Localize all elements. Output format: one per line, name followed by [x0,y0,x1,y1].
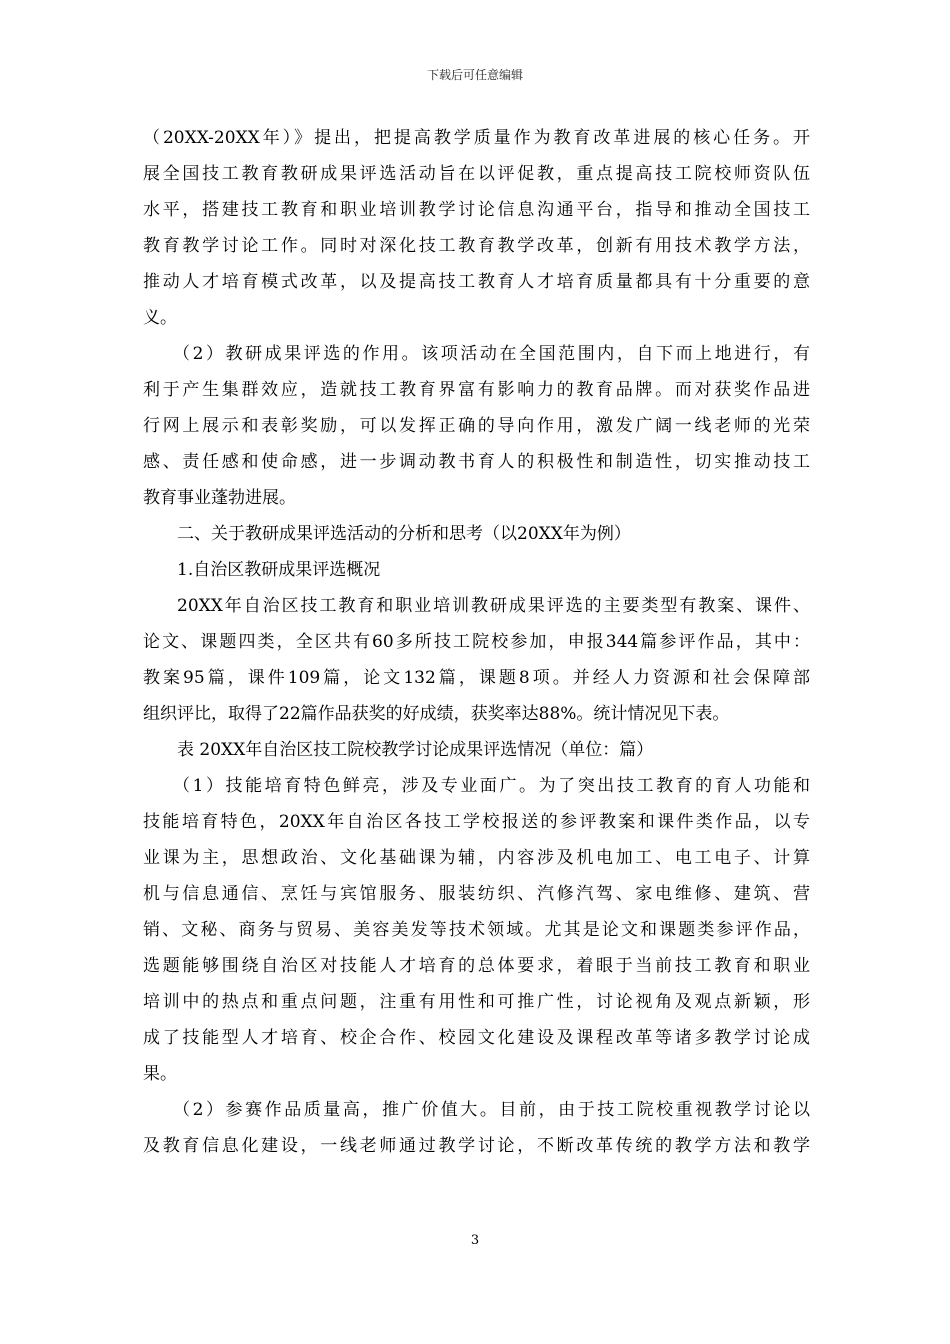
section-heading: 二、关于教研成果评选活动的分析和思考（以20XX年为例） [177,524,631,544]
body-line: 感、责任感和使命感，进一步调动教书育人的积极性和制造性，切实推动技工 [143,452,810,472]
body-line: 销、文秘、商务与贸易、美容美发等技术领域。尤其是论文和课题类参评作品， [143,920,810,940]
paragraph-first-line: （2）参赛作品质量高，推广价值大。目前，由于技工院校重视教学讨论以 [173,1100,810,1120]
body-line: （20XX-20XX年）》提出，把提高教学质量作为教育改革进展的核心任务。开 [143,128,810,148]
body-line: 成了技能型人才培育、校企合作、校园文化建设及课程改革等诸多教学讨论成 [143,1028,810,1048]
body-line: 果。 [143,1064,177,1084]
body-line: 行网上展示和表彰奖励，可以发挥正确的导向作用，激发广阔一线老师的光荣 [143,416,810,436]
body-line: 技能培育特色，20XX年自治区各技工学校报送的参评教案和课件类作品，以专 [143,812,810,832]
body-line: 业课为主，思想政治、文化基础课为辅，内容涉及机电加工、电工电子、计算 [143,848,810,868]
body-line: 组织评比，取得了22篇作品获奖的好成绩，获奖率达88%。统计情况见下表。 [143,704,730,724]
body-line: 及教育信息化建设，一线老师通过教学讨论，不断改革传统的教学方法和教学 [143,1136,810,1156]
body-line: 培训中的热点和重点问题，注重有用性和可推广性，讨论视角及观点新颖，形 [143,992,810,1012]
body-line: 教案95篇，课件109篇，论文132篇，课题8项。并经人力资源和社会保障部 [143,668,810,688]
subsection-heading: 1.自治区教研成果评选概况 [177,560,381,580]
body-line: 教育事业蓬勃进展。 [143,488,296,508]
paragraph-first-line: 20XX年自治区技工教育和职业培训教研成果评选的主要类型有教案、课件、 [177,596,810,616]
page-header: 下载后可任意编辑 [426,68,523,82]
document-body [143,120,810,1164]
body-line: 展全国技工教育教研成果评选活动旨在以评促教，重点提高技工院校师资队伍 [143,164,810,184]
body-line: 义。 [143,308,177,328]
body-line: 利于产生集群效应，造就技工教育界富有影响力的教育品牌。而对获奖作品进 [143,380,810,400]
body-line: 教育教学讨论工作。同时对深化技工教育教学改革，创新有用技术教学方法， [143,236,810,256]
table-caption: 表 20XX年自治区技工院校教学讨论成果评选情况（单位：篇） [177,740,654,760]
body-line: 水平，搭建技工教育和职业培训教学讨论信息沟通平台，指导和推动全国技工 [143,200,810,220]
body-line: 机与信息通信、烹饪与宾馆服务、服装纺织、汽修汽驾、家电维修、建筑、营 [143,884,810,904]
paragraph-first-line: （2）教研成果评选的作用。该项活动在全国范围内，自下而上地进行，有 [173,344,810,364]
body-line: 选题能够围绕自治区对技能人才培育的总体要求，着眼于当前技工教育和职业 [143,956,810,976]
body-line: 推动人才培育模式改革，以及提高技工教育人才培育质量都具有十分重要的意 [143,272,810,292]
body-line: 论文、课题四类，全区共有60多所技工院校参加，申报344篇参评作品，其中： [143,632,810,652]
page-number: 3 [470,1233,480,1248]
paragraph-first-line: （1）技能培育特色鲜亮，涉及专业面广。为了突出技工教育的育人功能和 [173,776,810,796]
